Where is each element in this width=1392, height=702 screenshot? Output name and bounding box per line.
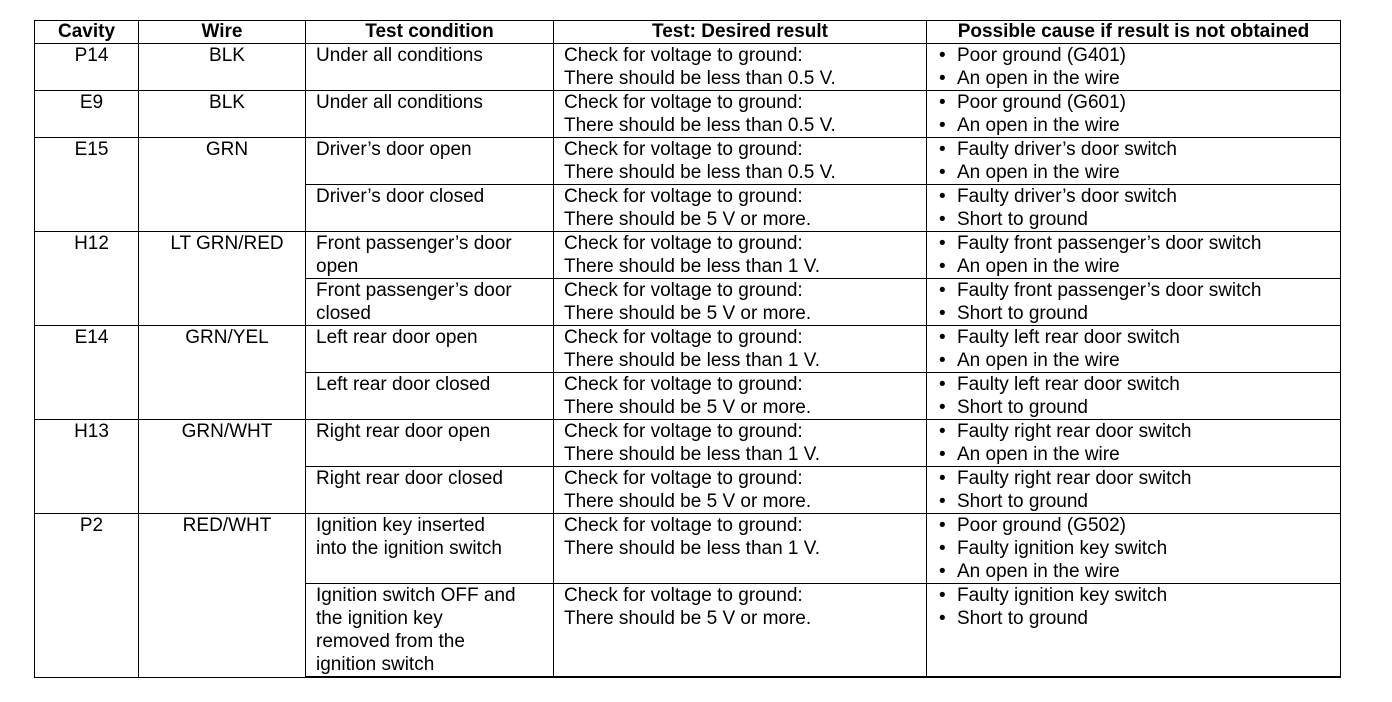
cause-cell: [927, 326, 1341, 373]
header-desired-result: Test: Desired result: [554, 21, 927, 44]
cause-text: Short to ground: [957, 303, 1088, 324]
cause-item: [937, 67, 1340, 90]
cause-cell: [927, 138, 1341, 185]
bullet-icon: •: [939, 115, 946, 136]
condition-cell: [306, 138, 554, 185]
cause-item: [937, 490, 1340, 513]
cause-item: [937, 443, 1340, 466]
condition-line: Driver’s door closed: [316, 186, 485, 207]
result-line: Check for voltage to ground:: [564, 468, 803, 489]
bullet-icon: •: [939, 280, 946, 301]
condition-line: Driver’s door open: [316, 139, 472, 160]
cause-text: An open in the wire: [957, 68, 1120, 89]
bullet-icon: •: [939, 139, 946, 160]
cavity-cell: E9: [35, 91, 139, 138]
cause-item: [937, 467, 1340, 490]
bullet-icon: •: [939, 468, 946, 489]
condition-line: Front passenger’s door: [316, 233, 512, 254]
cause-cell: [927, 91, 1341, 138]
result-line: Check for voltage to ground:: [564, 585, 803, 606]
cause-text: Short to ground: [957, 491, 1088, 512]
table-row: [35, 91, 1341, 138]
cavity-cell: P14: [35, 44, 139, 91]
condition-line: Left rear door open: [316, 327, 478, 348]
wire-cell: LT GRN/RED: [139, 232, 306, 326]
result-cell: [554, 420, 927, 467]
condition-cell: [306, 279, 554, 326]
cause-cell: [927, 584, 1341, 678]
cause-text: Faulty front passenger’s door switch: [957, 233, 1262, 254]
condition-cell: [306, 326, 554, 373]
cause-cell: [927, 467, 1341, 514]
result-cell: [554, 138, 927, 185]
bullet-icon: •: [939, 561, 946, 582]
bullet-icon: •: [939, 421, 946, 442]
cavity-cell: E14: [35, 326, 139, 420]
condition-line: open: [316, 256, 359, 277]
bullet-icon: •: [939, 585, 946, 606]
cause-item: [937, 232, 1340, 255]
cause-text: Poor ground (G601): [957, 92, 1126, 113]
cause-cell: [927, 232, 1341, 279]
wire-cell: GRN/WHT: [139, 420, 306, 514]
cause-item: [937, 607, 1340, 630]
table-row: [35, 138, 1341, 185]
result-line: There should be less than 1 V.: [564, 444, 820, 465]
bullet-icon: •: [939, 45, 946, 66]
result-line: There should be 5 V or more.: [564, 608, 812, 629]
result-line: There should be 5 V or more.: [564, 209, 812, 230]
condition-line: Right rear door open: [316, 421, 491, 442]
result-line: Check for voltage to ground:: [564, 280, 803, 301]
condition-cell: [306, 232, 554, 279]
header-possible-cause: Possible cause if result is not obtained: [927, 21, 1341, 44]
cause-text: Short to ground: [957, 608, 1088, 629]
cause-item: [937, 326, 1340, 349]
result-cell: [554, 232, 927, 279]
result-line: Check for voltage to ground:: [564, 421, 803, 442]
result-line: There should be less than 0.5 V.: [564, 68, 836, 89]
cause-text: Faulty ignition key switch: [957, 538, 1168, 559]
cause-item: [937, 185, 1340, 208]
bullet-icon: •: [939, 162, 946, 183]
bullet-icon: •: [939, 397, 946, 418]
cause-cell: [927, 44, 1341, 91]
cause-item: [937, 255, 1340, 278]
result-line: There should be less than 1 V.: [564, 350, 820, 371]
wire-cell: BLK: [139, 44, 306, 91]
condition-line: Under all conditions: [316, 45, 483, 66]
result-line: Check for voltage to ground:: [564, 45, 803, 66]
cause-item: [937, 114, 1340, 137]
bullet-icon: •: [939, 303, 946, 324]
result-line: Check for voltage to ground:: [564, 139, 803, 160]
cause-text: An open in the wire: [957, 444, 1120, 465]
cause-item: [937, 514, 1340, 537]
condition-cell: [306, 467, 554, 514]
bullet-icon: •: [939, 374, 946, 395]
condition-line: Ignition key inserted: [316, 515, 485, 536]
wire-cell: GRN: [139, 138, 306, 232]
condition-line: Left rear door closed: [316, 374, 491, 395]
cause-text: Faulty right rear door switch: [957, 421, 1192, 442]
cause-text: Faulty left rear door switch: [957, 374, 1180, 395]
cause-text: Short to ground: [957, 209, 1088, 230]
cause-text: Faulty right rear door switch: [957, 468, 1192, 489]
condition-line: ignition switch: [316, 654, 435, 675]
condition-cell: [306, 584, 554, 678]
cause-cell: [927, 279, 1341, 326]
result-line: Check for voltage to ground:: [564, 92, 803, 113]
condition-cell: [306, 185, 554, 232]
cause-text: An open in the wire: [957, 561, 1120, 582]
result-cell: [554, 584, 927, 678]
cause-text: An open in the wire: [957, 256, 1120, 277]
result-cell: [554, 44, 927, 91]
bullet-icon: •: [939, 256, 946, 277]
condition-line: removed from the: [316, 631, 465, 652]
troubleshooting-table: [34, 20, 1341, 678]
result-cell: [554, 514, 927, 584]
cause-item: [937, 208, 1340, 231]
cause-item: [937, 396, 1340, 419]
result-line: There should be 5 V or more.: [564, 491, 812, 512]
result-line: Check for voltage to ground:: [564, 374, 803, 395]
result-line: There should be 5 V or more.: [564, 397, 812, 418]
cause-cell: [927, 373, 1341, 420]
cause-item: [937, 420, 1340, 443]
result-line: Check for voltage to ground:: [564, 327, 803, 348]
header-cavity: Cavity: [35, 21, 139, 44]
condition-cell: [306, 91, 554, 138]
condition-line: closed: [316, 303, 371, 324]
cause-text: Short to ground: [957, 397, 1088, 418]
wire-cell: BLK: [139, 91, 306, 138]
header-wire: Wire: [139, 21, 306, 44]
header-row: [35, 21, 1341, 44]
result-cell: [554, 467, 927, 514]
bullet-icon: •: [939, 327, 946, 348]
wire-cell: GRN/YEL: [139, 326, 306, 420]
cause-item: [937, 161, 1340, 184]
bullet-icon: •: [939, 515, 946, 536]
cause-cell: [927, 185, 1341, 232]
result-line: There should be less than 0.5 V.: [564, 162, 836, 183]
cause-text: Poor ground (G401): [957, 45, 1126, 66]
cause-item: [937, 349, 1340, 372]
bullet-icon: •: [939, 186, 946, 207]
cause-text: Faulty left rear door switch: [957, 327, 1180, 348]
cause-item: [937, 373, 1340, 396]
condition-line: into the ignition switch: [316, 538, 502, 559]
table-row: [35, 232, 1341, 279]
cause-text: Faulty driver’s door switch: [957, 139, 1177, 160]
condition-line: Right rear door closed: [316, 468, 503, 489]
bullet-icon: •: [939, 92, 946, 113]
cause-item: [937, 91, 1340, 114]
bullet-icon: •: [939, 444, 946, 465]
table-row: [35, 514, 1341, 584]
cause-text: Faulty driver’s door switch: [957, 186, 1177, 207]
table-row: [35, 326, 1341, 373]
condition-cell: [306, 514, 554, 584]
result-line: Check for voltage to ground:: [564, 233, 803, 254]
bullet-icon: •: [939, 233, 946, 254]
bullet-icon: •: [939, 68, 946, 89]
table-body: [35, 44, 1341, 678]
cause-item: [937, 584, 1340, 607]
cause-text: An open in the wire: [957, 350, 1120, 371]
cause-cell: [927, 420, 1341, 467]
result-cell: [554, 373, 927, 420]
bullet-icon: •: [939, 538, 946, 559]
bullet-icon: •: [939, 608, 946, 629]
cause-item: [937, 138, 1340, 161]
result-line: Check for voltage to ground:: [564, 515, 803, 536]
cause-item: [937, 279, 1340, 302]
result-cell: [554, 185, 927, 232]
condition-line: Ignition switch OFF and: [316, 585, 516, 606]
bullet-icon: •: [939, 350, 946, 371]
result-line: There should be less than 0.5 V.: [564, 115, 836, 136]
result-line: There should be less than 1 V.: [564, 256, 820, 277]
result-cell: [554, 326, 927, 373]
result-line: There should be less than 1 V.: [564, 538, 820, 559]
cause-text: Faulty front passenger’s door switch: [957, 280, 1262, 301]
cause-text: Faulty ignition key switch: [957, 585, 1168, 606]
condition-cell: [306, 44, 554, 91]
condition-line: Under all conditions: [316, 92, 483, 113]
condition-cell: [306, 373, 554, 420]
cavity-cell: P2: [35, 514, 139, 678]
result-cell: [554, 279, 927, 326]
condition-line: the ignition key: [316, 608, 443, 629]
result-line: There should be 5 V or more.: [564, 303, 812, 324]
bullet-icon: •: [939, 209, 946, 230]
table-row: [35, 420, 1341, 467]
cavity-cell: E15: [35, 138, 139, 232]
table-row: [35, 44, 1341, 91]
cause-cell: [927, 514, 1341, 584]
cavity-cell: H12: [35, 232, 139, 326]
cause-text: An open in the wire: [957, 115, 1120, 136]
cause-text: Poor ground (G502): [957, 515, 1126, 536]
result-line: Check for voltage to ground:: [564, 186, 803, 207]
cause-item: [937, 302, 1340, 325]
header-test-condition: Test condition: [306, 21, 554, 44]
condition-line: Front passenger’s door: [316, 280, 512, 301]
condition-cell: [306, 420, 554, 467]
result-cell: [554, 91, 927, 138]
bullet-icon: •: [939, 491, 946, 512]
cause-item: [937, 537, 1340, 560]
cause-text: An open in the wire: [957, 162, 1120, 183]
cause-item: [937, 560, 1340, 583]
wire-cell: RED/WHT: [139, 514, 306, 678]
cavity-cell: H13: [35, 420, 139, 514]
cause-item: [937, 44, 1340, 67]
